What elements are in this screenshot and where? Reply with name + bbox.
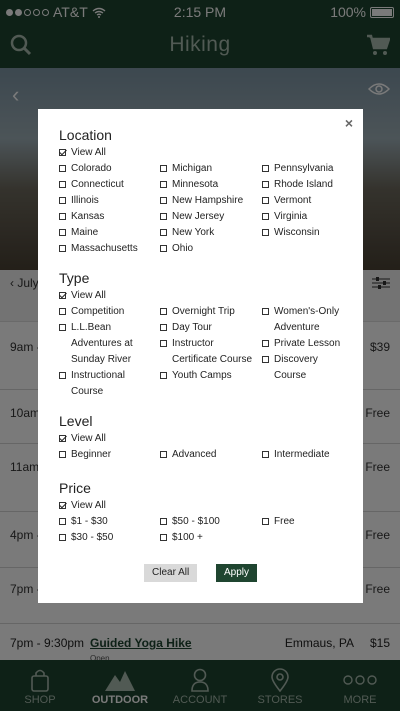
- checkbox[interactable]: [59, 451, 66, 458]
- price-section-title: Price: [59, 480, 91, 496]
- checkbox[interactable]: [160, 181, 167, 188]
- location-option[interactable]: New Hampshire: [160, 193, 243, 209]
- checkbox[interactable]: [160, 165, 167, 172]
- checkbox[interactable]: [262, 518, 269, 525]
- checkbox[interactable]: [262, 229, 269, 236]
- type-option[interactable]: Instructor Certificate Course: [160, 336, 252, 368]
- type-option[interactable]: Women's-Only Adventure: [262, 304, 339, 336]
- location-option[interactable]: Wisconsin: [262, 225, 320, 241]
- checkbox[interactable]: [262, 340, 269, 347]
- price-option[interactable]: $100 +: [160, 530, 203, 546]
- type-section-title: Type: [59, 270, 90, 286]
- location-option[interactable]: New York: [160, 225, 214, 241]
- type-option[interactable]: Instructional Course: [59, 368, 125, 400]
- checkbox[interactable]: [59, 213, 66, 220]
- location-option[interactable]: Ohio: [160, 241, 193, 257]
- type-option[interactable]: Private Lesson: [262, 336, 340, 352]
- checkbox[interactable]: [160, 308, 167, 315]
- location-option[interactable]: Virginia: [262, 209, 307, 225]
- type-option[interactable]: Discovery Course: [262, 352, 318, 384]
- location-option[interactable]: Vermont: [262, 193, 311, 209]
- checkbox[interactable]: [59, 292, 66, 299]
- location-option[interactable]: Illinois: [59, 193, 99, 209]
- level-option[interactable]: Beginner: [59, 447, 111, 463]
- level-section-title: Level: [59, 413, 93, 429]
- location-option[interactable]: Kansas: [59, 209, 104, 225]
- type-option[interactable]: Day Tour: [160, 320, 212, 336]
- location-view-all[interactable]: View All: [59, 145, 106, 161]
- checkbox[interactable]: [160, 245, 167, 252]
- checkbox[interactable]: [59, 324, 66, 331]
- price-option[interactable]: $50 - $100: [160, 514, 220, 530]
- level-view-all[interactable]: View All: [59, 431, 106, 447]
- checkbox[interactable]: [59, 165, 66, 172]
- checkbox[interactable]: [262, 213, 269, 220]
- checkbox[interactable]: [262, 197, 269, 204]
- location-option[interactable]: Colorado: [59, 161, 112, 177]
- location-option[interactable]: Rhode Island: [262, 177, 333, 193]
- checkbox[interactable]: [59, 372, 66, 379]
- location-option[interactable]: New Jersey: [160, 209, 224, 225]
- clear-all-button[interactable]: Clear All: [144, 564, 197, 582]
- checkbox[interactable]: [160, 229, 167, 236]
- location-option[interactable]: Minnesota: [160, 177, 218, 193]
- close-icon[interactable]: ×: [344, 115, 353, 131]
- checkbox[interactable]: [59, 181, 66, 188]
- checkbox[interactable]: [59, 308, 66, 315]
- checkbox[interactable]: [59, 149, 66, 156]
- checkbox[interactable]: [59, 229, 66, 236]
- checkbox[interactable]: [160, 324, 167, 331]
- level-option[interactable]: Advanced: [160, 447, 216, 463]
- type-option[interactable]: L.L.Bean Adventures at Sunday River: [59, 320, 133, 368]
- type-option[interactable]: Overnight Trip: [160, 304, 235, 320]
- location-option[interactable]: Maine: [59, 225, 98, 241]
- type-view-all[interactable]: View All: [59, 288, 106, 304]
- checkbox[interactable]: [160, 451, 167, 458]
- apply-button[interactable]: Apply: [216, 564, 257, 582]
- type-option[interactable]: Competition: [59, 304, 124, 320]
- checkbox[interactable]: [160, 340, 167, 347]
- checkbox[interactable]: [262, 308, 269, 315]
- location-option[interactable]: Connecticut: [59, 177, 124, 193]
- checkbox[interactable]: [59, 534, 66, 541]
- location-option[interactable]: Massachusetts: [59, 241, 138, 257]
- level-option[interactable]: Intermediate: [262, 447, 330, 463]
- checkbox[interactable]: [160, 213, 167, 220]
- checkbox[interactable]: [262, 165, 269, 172]
- checkbox[interactable]: [160, 372, 167, 379]
- checkbox[interactable]: [59, 518, 66, 525]
- checkbox[interactable]: [262, 356, 269, 363]
- location-section-title: Location: [59, 127, 112, 143]
- checkbox[interactable]: [59, 197, 66, 204]
- type-option[interactable]: Youth Camps: [160, 368, 232, 384]
- checkbox[interactable]: [59, 245, 66, 252]
- price-option[interactable]: $30 - $50: [59, 530, 113, 546]
- checkbox[interactable]: [59, 502, 66, 509]
- price-view-all[interactable]: View All: [59, 498, 106, 514]
- checkbox[interactable]: [262, 451, 269, 458]
- checkbox[interactable]: [262, 181, 269, 188]
- filter-modal: [38, 109, 363, 603]
- price-option[interactable]: $1 - $30: [59, 514, 108, 530]
- location-option[interactable]: Michigan: [160, 161, 212, 177]
- price-option[interactable]: Free: [262, 514, 295, 530]
- checkbox[interactable]: [160, 518, 167, 525]
- checkbox[interactable]: [59, 435, 66, 442]
- location-option[interactable]: Pennsylvania: [262, 161, 333, 177]
- checkbox[interactable]: [160, 197, 167, 204]
- checkbox[interactable]: [160, 534, 167, 541]
